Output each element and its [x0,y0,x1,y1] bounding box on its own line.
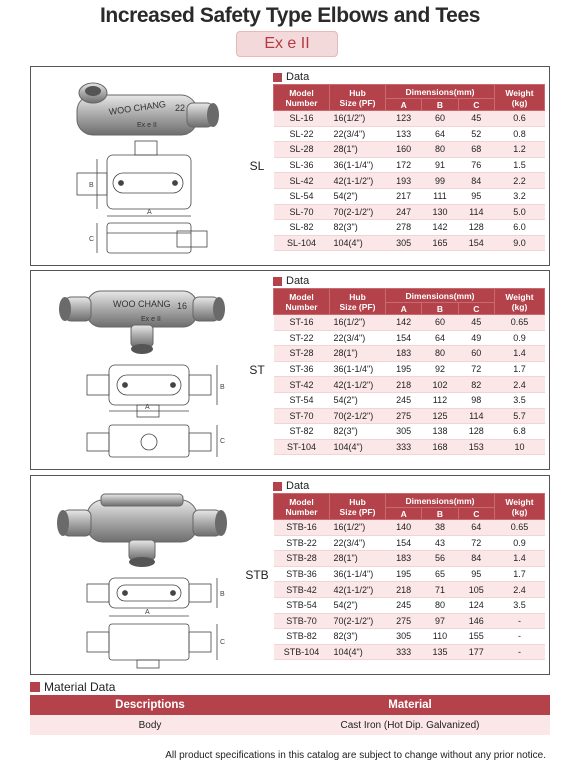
model-number-cell: STB-36 [274,566,330,582]
col-header-hub: Hub Size (PF) [330,85,386,111]
table-row [274,315,545,331]
hub-size-cell: 82(3") [330,220,386,236]
col-header-dim-b: B [422,99,458,111]
col-header-model: Model Number [274,85,330,111]
hub-size-cell: 42(1-1/2") [330,582,386,598]
dim-b-cell: 92 [422,361,458,377]
dim-c-cell: 153 [458,439,494,455]
dim-b-cell: 80 [422,346,458,362]
table-row [274,142,545,158]
sl-casting-maker: WOO CHANG [108,98,167,117]
section-st [30,270,550,470]
dim-b-cell: 130 [422,204,458,220]
st-dim-label-c: C [220,438,226,445]
col-header-hub: Hub Size (PF) [330,494,386,520]
stb-dim-label-b: B [220,591,225,598]
hub-size-cell: 28(1") [330,142,386,158]
dim-c-cell: 72 [458,361,494,377]
model-number-cell: ST-104 [274,439,330,455]
col-header-dimensions: Dimensions(mm) [386,85,495,99]
col-header-dimensions: Dimensions(mm) [386,289,495,303]
dim-b-cell: 110 [422,629,458,645]
dim-b-cell: 91 [422,157,458,173]
page-title: Increased Safety Type Elbows and Tees [99,4,481,27]
model-number-cell: STB-70 [274,613,330,629]
model-number-cell: ST-16 [274,315,330,331]
weight-cell: 6.0 [495,220,545,236]
sl-data-table [273,84,545,251]
table-row [274,613,545,629]
model-number-cell: SL-28 [274,142,330,158]
weight-cell: 6.8 [495,424,545,440]
col-header-dim-b: B [422,508,458,520]
dim-a-cell: 247 [386,204,422,220]
dim-c-cell: 154 [458,235,494,251]
dim-b-cell: 71 [422,582,458,598]
model-number-cell: ST-70 [274,408,330,424]
dim-b-cell: 60 [422,111,458,127]
dim-a-cell: 275 [386,613,422,629]
table-row [274,551,545,567]
dim-c-cell: 177 [458,644,494,660]
table-row [274,392,545,408]
model-number-cell: STB-42 [274,582,330,598]
hub-size-cell: 54(2") [330,597,386,613]
col-header-dim-a: A [386,99,422,111]
dim-c-cell: 128 [458,220,494,236]
dim-a-cell: 183 [386,551,422,567]
hub-size-cell: 70(2-1/2") [330,613,386,629]
model-number-cell: STB-28 [274,551,330,567]
dim-b-cell: 99 [422,173,458,189]
table-row [274,188,545,204]
dim-c-cell: 84 [458,173,494,189]
weight-cell: 3.5 [495,597,545,613]
hub-size-cell: 104(4") [330,439,386,455]
table-row [274,644,545,660]
dim-a-cell: 195 [386,566,422,582]
st-casting-mark: Ex e II [141,316,161,323]
sl-casting-size: 22 [175,103,186,113]
data-heading-sl [273,71,309,83]
dim-c-cell: 105 [458,582,494,598]
hub-size-cell: 42(1-1/2") [330,173,386,189]
weight-cell: 10 [495,439,545,455]
dim-c-cell: 95 [458,188,494,204]
st-dim-label-a: A [145,404,150,411]
dim-a-cell: 305 [386,629,422,645]
dim-c-cell: 155 [458,629,494,645]
model-number-cell: STB-54 [274,597,330,613]
sl-drawing-top [77,141,191,216]
model-number-cell: ST-82 [274,424,330,440]
model-number-cell: ST-28 [274,346,330,362]
table-row [274,235,545,251]
dim-a-cell: 154 [386,330,422,346]
model-number-cell: ST-54 [274,392,330,408]
dim-b-cell: 112 [422,392,458,408]
weight-cell: 0.8 [495,126,545,142]
disclaimer-footnote: All product specifications in this catalog are subject to change without any prior notice. [165,750,546,761]
section-sl [30,66,550,266]
weight-cell: 2.4 [495,377,545,393]
dim-c-cell: 128 [458,424,494,440]
model-number-cell: SL-70 [274,204,330,220]
model-number-cell: STB-22 [274,535,330,551]
dim-a-cell: 278 [386,220,422,236]
dim-b-cell: 125 [422,408,458,424]
model-number-cell: SL-42 [274,173,330,189]
dim-b-cell: 111 [422,188,458,204]
series-label-st: ST [249,363,265,377]
section-stb [30,475,550,675]
data-heading-label: Data [286,71,310,83]
dim-c-cell: 64 [458,520,494,536]
weight-cell: 2.4 [495,582,545,598]
st-drawing-side [87,425,217,457]
hub-size-cell: 70(2-1/2") [330,408,386,424]
dim-b-cell: 64 [422,330,458,346]
dim-c-cell: 45 [458,315,494,331]
model-number-cell: SL-36 [274,157,330,173]
table-row [274,377,545,393]
hub-size-cell: 36(1-1/4") [330,157,386,173]
dim-a-cell: 218 [386,582,422,598]
stb-dim-label-c: C [220,639,226,646]
weight-cell: 1.7 [495,361,545,377]
st-casting-maker: WOO CHANG [113,299,171,309]
dim-a-cell: 305 [386,235,422,251]
dim-b-cell: 56 [422,551,458,567]
data-heading-label: Data [286,480,310,492]
weight-cell: 9.0 [495,235,545,251]
table-row [274,346,545,362]
material-col-descriptions: Descriptions [30,695,270,715]
weight-cell: 3.2 [495,188,545,204]
weight-cell: - [495,644,545,660]
col-header-weight: Weight (kg) [495,494,545,520]
dim-c-cell: 49 [458,330,494,346]
st-drawing-top [87,365,217,417]
model-number-cell: SL-82 [274,220,330,236]
col-header-dim-c: C [458,99,494,111]
col-header-dim-c: C [458,508,494,520]
dim-a-cell: 218 [386,377,422,393]
dim-a-cell: 333 [386,439,422,455]
weight-cell: 1.4 [495,346,545,362]
model-number-cell: ST-42 [274,377,330,393]
hub-size-cell: 54(2") [330,392,386,408]
dim-b-cell: 102 [422,377,458,393]
table-row [274,173,545,189]
st-dim-label-b: B [220,384,225,391]
stb-photo [57,494,227,567]
series-label-sl: SL [249,159,265,173]
material-heading-label: Material Data [44,680,116,694]
table-row [274,439,545,455]
dim-c-cell: 98 [458,392,494,408]
dim-c-cell: 114 [458,204,494,220]
model-number-cell: STB-104 [274,644,330,660]
weight-cell: 0.6 [495,111,545,127]
dim-c-cell: 72 [458,535,494,551]
dim-a-cell: 140 [386,520,422,536]
model-number-cell: ST-22 [274,330,330,346]
dim-a-cell: 217 [386,188,422,204]
sl-photo [77,83,219,135]
bullet-square-icon [273,73,282,82]
dim-c-cell: 76 [458,157,494,173]
col-header-weight: Weight (kg) [495,85,545,111]
hub-size-cell: 36(1-1/4") [330,361,386,377]
col-header-dim-a: A [386,508,422,520]
data-heading-stb [273,480,309,492]
dim-c-cell: 84 [458,551,494,567]
hub-size-cell: 36(1-1/4") [330,566,386,582]
st-photo [59,291,225,354]
data-heading-st [273,275,309,287]
material-data-heading [30,680,115,694]
dim-b-cell: 138 [422,424,458,440]
dim-b-cell: 43 [422,535,458,551]
col-header-weight: Weight (kg) [495,289,545,315]
col-header-model: Model Number [274,494,330,520]
sl-drawing-side [97,223,207,253]
hub-size-cell: 28(1") [330,346,386,362]
dim-a-cell: 172 [386,157,422,173]
hub-size-cell: 82(3") [330,629,386,645]
table-row [274,424,545,440]
sl-product-illustration [37,73,237,263]
table-row [274,629,545,645]
dim-c-cell: 146 [458,613,494,629]
table-row [274,361,545,377]
dim-c-cell: 82 [458,377,494,393]
hub-size-cell: 70(2-1/2") [330,204,386,220]
table-row [274,204,545,220]
table-row [274,330,545,346]
weight-cell: 1.5 [495,157,545,173]
hub-size-cell: 22(3/4") [330,126,386,142]
model-number-cell: STB-82 [274,629,330,645]
hub-size-cell: 16(1/2") [330,111,386,127]
weight-cell: 1.4 [495,551,545,567]
col-header-dim-c: C [458,303,494,315]
table-row [274,126,545,142]
dim-b-cell: 64 [422,126,458,142]
table-row [274,535,545,551]
dim-b-cell: 142 [422,220,458,236]
dim-b-cell: 168 [422,439,458,455]
hub-size-cell: 104(4") [330,644,386,660]
weight-cell: 5.7 [495,408,545,424]
dim-c-cell: 52 [458,126,494,142]
weight-cell: 5.0 [495,204,545,220]
dim-a-cell: 305 [386,424,422,440]
table-row [274,582,545,598]
model-number-cell: ST-36 [274,361,330,377]
table-row [274,408,545,424]
bullet-square-icon [30,682,40,692]
dim-b-cell: 165 [422,235,458,251]
data-heading-label: Data [286,275,310,287]
dim-b-cell: 65 [422,566,458,582]
hub-size-cell: 42(1-1/2") [330,377,386,393]
col-header-dimensions: Dimensions(mm) [386,494,495,508]
weight-cell: 0.9 [495,330,545,346]
dim-a-cell: 154 [386,535,422,551]
weight-cell: 0.9 [495,535,545,551]
table-row [274,157,545,173]
sl-dim-label-a: A [147,209,152,216]
st-casting-size: 16 [177,301,188,311]
model-number-cell: SL-22 [274,126,330,142]
dim-c-cell: 114 [458,408,494,424]
st-product-illustration [37,277,237,467]
weight-cell: 2.2 [495,173,545,189]
hub-size-cell: 16(1/2") [330,520,386,536]
col-header-dim-b: B [422,303,458,315]
material-table [30,695,550,735]
stb-dim-label-a: A [145,609,150,616]
dim-c-cell: 45 [458,111,494,127]
weight-cell: 3.5 [495,392,545,408]
dim-b-cell: 97 [422,613,458,629]
dim-c-cell: 95 [458,566,494,582]
weight-cell: 0.65 [495,520,545,536]
dim-b-cell: 80 [422,597,458,613]
col-header-dim-a: A [386,303,422,315]
sl-dim-label-b: B [89,182,94,189]
table-row [30,715,550,735]
sl-dim-label-c: C [89,236,95,243]
dim-b-cell: 135 [422,644,458,660]
stb-data-table [273,493,545,660]
dim-c-cell: 60 [458,346,494,362]
table-row [274,520,545,536]
dim-a-cell: 142 [386,315,422,331]
bullet-square-icon [273,277,282,286]
model-number-cell: SL-54 [274,188,330,204]
stb-drawing-top [87,578,217,616]
dim-a-cell: 123 [386,111,422,127]
dim-a-cell: 133 [386,126,422,142]
model-number-cell: SL-16 [274,111,330,127]
weight-cell: - [495,613,545,629]
bullet-square-icon [273,482,282,491]
dim-c-cell: 124 [458,597,494,613]
hub-size-cell: 22(3/4") [330,535,386,551]
weight-cell: - [495,629,545,645]
dim-a-cell: 245 [386,392,422,408]
dim-a-cell: 183 [386,346,422,362]
table-row [274,111,545,127]
dim-b-cell: 38 [422,520,458,536]
weight-cell: 1.2 [495,142,545,158]
series-label-stb: STB [245,568,269,582]
hub-size-cell: 54(2") [330,188,386,204]
explosion-proof-badge: Ex e II [236,31,338,57]
material-value-cell: Cast Iron (Hot Dip. Galvanized) [270,715,550,735]
dim-a-cell: 193 [386,173,422,189]
hub-size-cell: 22(3/4") [330,330,386,346]
dim-a-cell: 245 [386,597,422,613]
hub-size-cell: 82(3") [330,424,386,440]
dim-a-cell: 160 [386,142,422,158]
weight-cell: 1.7 [495,566,545,582]
col-header-model: Model Number [274,289,330,315]
sl-casting-mark: Ex e II [137,122,157,129]
table-row [274,597,545,613]
hub-size-cell: 28(1") [330,551,386,567]
dim-a-cell: 275 [386,408,422,424]
material-description-cell: Body [30,715,270,735]
model-number-cell: STB-16 [274,520,330,536]
dim-c-cell: 68 [458,142,494,158]
stb-drawing-side [87,624,217,668]
dim-a-cell: 333 [386,644,422,660]
st-data-table [273,288,545,455]
dim-b-cell: 60 [422,315,458,331]
hub-size-cell: 104(4") [330,235,386,251]
table-row [274,566,545,582]
dim-b-cell: 80 [422,142,458,158]
col-header-hub: Hub Size (PF) [330,289,386,315]
material-col-material: Material [270,695,550,715]
table-row [274,220,545,236]
hub-size-cell: 16(1/2") [330,315,386,331]
model-number-cell: SL-104 [274,235,330,251]
stb-product-illustration [37,482,237,672]
dim-a-cell: 195 [386,361,422,377]
weight-cell: 0.65 [495,315,545,331]
